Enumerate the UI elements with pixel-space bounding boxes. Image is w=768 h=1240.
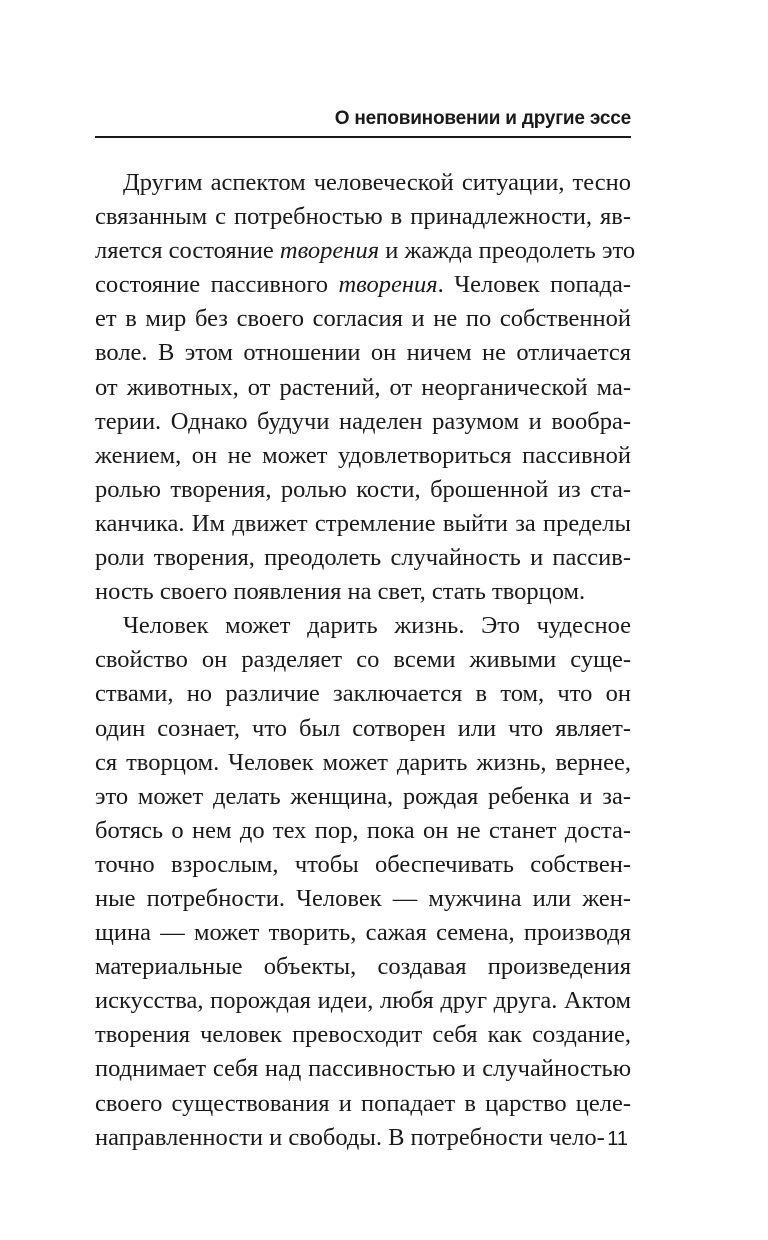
- text-segment: ные потребности. Человек — мужчина или жен-: [95, 884, 631, 912]
- text-segment: свойство он разделяет со всеми живыми суще-: [95, 646, 631, 674]
- text-segment: воле. В этом отношении он ничем не отличается: [95, 339, 631, 367]
- text-segment: Другим аспектом человеческой ситуации, тесно: [123, 169, 631, 196]
- text-segment: ролью творения, ролью кости, брошенной из ста-: [95, 475, 631, 503]
- text-line: [95, 234, 636, 268]
- paragraph: [95, 609, 631, 1155]
- text-segment: Человек может дарить жизнь. Это чудесное: [123, 612, 631, 640]
- text-line: [95, 302, 631, 336]
- page-number: 11: [607, 1128, 628, 1150]
- text-line: [95, 507, 631, 541]
- text-segment: ся творцом. Человек может дарить жизнь, вернее,: [95, 748, 631, 776]
- running-head: О неповиновении и другие эссе: [334, 108, 631, 129]
- text-segment: точно взрослым, чтобы обеспечивать собствен-: [95, 850, 631, 878]
- text-line: [95, 371, 631, 405]
- text-line: [95, 200, 631, 234]
- text-segment: канчика. Им движет стремление выйти за пределы: [95, 509, 631, 537]
- italic-text: творения: [338, 271, 438, 299]
- text-line: [95, 541, 631, 575]
- header-rule: [95, 136, 631, 138]
- text-segment: это может делать женщина, рождая ребенка и за-: [95, 782, 631, 810]
- text-line: [95, 439, 631, 473]
- text-line: [95, 1052, 631, 1086]
- text-line: [95, 1018, 631, 1052]
- text-segment: ет в мир без своего согласия и не по собственной: [95, 305, 631, 333]
- text-segment: связанным с потребностью в принадлежности, яв-: [95, 203, 631, 231]
- text-segment: щина — может творить, сажая семена, производя: [95, 919, 631, 947]
- text-segment: поднимает себя над пассивностью и случайностью: [95, 1055, 631, 1083]
- text-line: [95, 916, 631, 950]
- text-line: [95, 166, 631, 200]
- text-line: [95, 609, 631, 643]
- text-line: [95, 1121, 631, 1155]
- text-segment: один сознает, что был сотворен или что являет-: [95, 714, 631, 742]
- text-segment: искусства, порождая идеи, любя друг друга. Актом: [95, 987, 631, 1015]
- italic-text: творения: [279, 237, 380, 265]
- text-line: [95, 268, 631, 302]
- text-segment: ствами, но различие заключается в том, что он: [95, 680, 631, 708]
- text-line: [95, 950, 631, 984]
- text-segment: . Человек попада-: [437, 271, 631, 299]
- text-segment: и жажда преодолеть это: [379, 237, 636, 265]
- text-segment: ность своего появления на свет, стать творцом.: [95, 578, 586, 606]
- text-segment: роли творения, преодолеть случайность и пассив-: [95, 544, 631, 572]
- text-segment: творения человек превосходит себя как создание,: [95, 1021, 631, 1049]
- paragraph: [95, 166, 636, 609]
- text-line: [95, 848, 631, 882]
- text-line: [95, 677, 631, 711]
- text-line: [95, 746, 631, 780]
- text-segment: своего существования и попадает в царство целе-: [95, 1089, 631, 1117]
- text-segment: направленности и свободы. В потребности чело-: [95, 1123, 605, 1151]
- body-text: [95, 166, 636, 1155]
- text-segment: жением, он не может удовлетвориться пассивной: [95, 441, 631, 469]
- text-line: [95, 882, 631, 916]
- text-line: [95, 814, 631, 848]
- text-line: [95, 780, 631, 814]
- text-line: [95, 336, 631, 370]
- text-line: [95, 575, 631, 609]
- text-segment: ляется состояние: [95, 237, 280, 265]
- text-line: [95, 712, 631, 746]
- text-segment: ботясь о нем до тех пор, пока он не станет доста-: [95, 816, 631, 844]
- text-line: [95, 405, 631, 439]
- text-segment: материальные объекты, создавая произведения: [95, 953, 631, 981]
- text-segment: состояние пассивного: [95, 271, 339, 299]
- text-line: [95, 1087, 631, 1121]
- text-segment: от животных, от растений, от неорганической ма-: [95, 373, 631, 401]
- text-segment: терии. Однако будучи наделен разумом и вообра-: [95, 407, 631, 435]
- text-line: [95, 473, 631, 507]
- text-line: [95, 984, 631, 1018]
- text-line: [95, 643, 631, 677]
